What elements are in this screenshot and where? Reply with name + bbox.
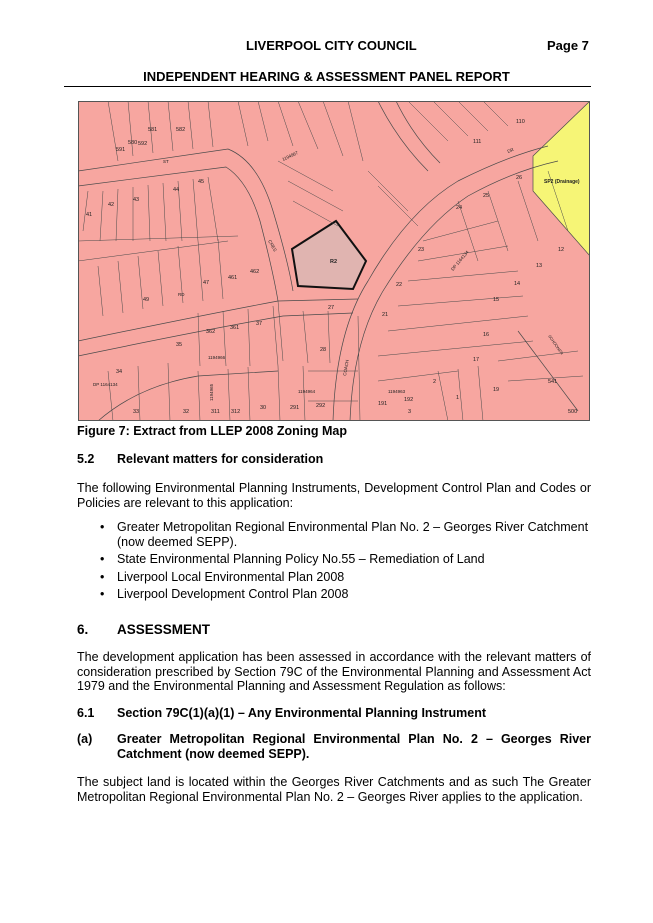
map-label-lot-35: 35 [176,342,183,348]
map-label-lot-311: 311 [211,409,220,415]
map-label-lot-25: 25 [483,193,490,199]
map-label-dp-1: DP 1164134 [93,382,118,387]
map-label-dp-6: 1194964 [298,389,316,394]
map-label-lot-47: 47 [203,280,210,286]
map-label-lot-43: 43 [133,197,140,203]
section-6-number: 6. [77,622,89,637]
map-label-lot-580: 580 [128,140,138,146]
figure-caption: Figure 7: Extract from LLEP 2008 Zoning Map [77,424,347,438]
map-label-rd: RD [178,292,185,297]
map-label-lot-14: 14 [514,281,521,287]
map-label-lot-45: 45 [198,179,205,185]
list-item: • Liverpool Development Control Plan 2008 [100,587,590,602]
subsection-a-title: Greater Metropolitan Regional Environmental Plan No. 2 – Georges River Catchment (now deemed SEPP). [117,732,591,761]
map-label-sp2: SP2 (Drainage) [544,179,580,185]
zoning-map [78,101,590,421]
map-label-lot-30: 30 [260,405,267,411]
map-label-lot-49: 49 [143,297,150,303]
map-label-lot-581: 581 [148,127,158,133]
list-item: • Greater Metropolitan Regional Environmental Plan No. 2 – Georges River Catchment (now deemed SEPP). [100,520,590,549]
map-label-lot-110: 110 [516,119,525,125]
map-label-lot-12: 12 [558,247,565,253]
subsection-a-letter: (a) [77,732,93,746]
section-5-2-title: Relevant matters for consideration [117,452,324,466]
map-label-lot-27: 27 [328,305,335,311]
map-label-lot-362: 362 [206,329,216,335]
map-label-r2: R2 [330,259,338,265]
map-label-lot-1: 1 [456,395,460,401]
section-6-title: ASSESSMENT [117,622,211,637]
map-label-cres: CRES [267,239,278,253]
map-label-dr: DR [506,147,515,154]
section-5-2-heading [77,452,323,466]
section-5-2-number: 5.2 [77,452,95,466]
section-6-1-title: Section 79C(1)(a)(1) – Any Environmental Planning Instrument [117,706,487,720]
map-label-lot-26: 26 [516,175,523,181]
map-label-schooner: SCHOONER [547,333,565,356]
map-label-lot-3: 3 [408,409,412,415]
map-label-lot-111: 111 [473,139,482,145]
map-label-lot-19: 19 [493,387,500,393]
map-label-lot-15: 15 [493,297,500,303]
map-label-lot-500: 500 [568,409,578,415]
map-label-lot-592: 592 [138,141,148,147]
section-6-1-number: 6.1 [77,706,95,720]
map-label-lot-16: 16 [483,332,490,338]
assessment-paragraph: The development application has been assessed in accordance with the relevant matters of consideration prescribed by Section 79C of the Environmental Planning and Assessment Act 1979 and the Environmental Planning and Assessment Regulation as follows: [77,650,591,693]
map-label-lot-541: 541 [548,379,558,385]
header-page-number: Page 7 [547,38,589,53]
section-6-1-heading [77,706,486,720]
map-label-dp-7: 1194965 [209,383,214,401]
map-label-dp-2: DP 1164134 [449,249,470,272]
map-label-lot-191: 191 [378,401,388,407]
map-label-coach: COACH [342,359,350,377]
map-label-lot-461: 461 [228,275,238,281]
map-label-lot-312: 312 [231,409,241,415]
map-label-lot-41: 41 [86,212,93,218]
map-label-lot-292: 292 [316,403,326,409]
header-council: LIVERPOOL CITY COUNCIL [246,38,417,53]
map-label-lot-24: 24 [456,205,463,211]
map-label-lot-37: 37 [256,321,263,327]
list-item: • Liverpool Local Environmental Plan 2008 [100,570,590,585]
map-label-lot-34: 34 [116,369,123,375]
map-label-lot-23: 23 [418,247,425,253]
map-label-lot-44: 44 [173,187,180,193]
map-label-lot-22: 22 [396,282,403,288]
map-label-lot-291: 291 [290,405,300,411]
header-report-title: INDEPENDENT HEARING & ASSESSMENT PANEL REPORT [143,69,510,84]
map-label-dp-5: 1194963 [388,389,406,394]
subsection-a-heading [77,732,591,761]
map-label-lot-33: 33 [133,409,140,415]
intro-paragraph: The following Environmental Planning Instruments, Development Control Plan and Codes or Policies are relevant to this application: [77,481,591,510]
map-label-lot-13: 13 [536,263,543,269]
map-label-lot-42: 42 [108,202,115,208]
map-label-lot-462: 462 [250,269,260,275]
map-label-dp-4: 1194966 [208,355,226,360]
map-label-dp-3: 1194967 [281,150,299,162]
map-label-lot-192: 192 [404,397,414,403]
header-rule [64,86,591,87]
instrument-list [100,520,590,605]
list-item: • State Environmental Planning Policy No.55 – Remediation of Land [100,552,590,567]
map-label-lot-17: 17 [473,357,480,363]
map-label-lot-21: 21 [382,312,389,318]
map-label-st: ST [163,159,169,164]
map-label-lot-28: 28 [320,347,327,353]
map-label-lot-32: 32 [183,409,190,415]
map-label-lot-361: 361 [230,325,240,331]
section-6-heading [77,622,210,637]
map-label-lot-591: 591 [116,147,126,153]
map-label-lot-582: 582 [176,127,186,133]
map-label-lot-2: 2 [433,379,437,385]
closing-paragraph: The subject land is located within the Georges River Catchments and as such The Greater Metropolitan Regional Environmental Plan No. 2 – Georges River applies to the application. [77,775,591,804]
